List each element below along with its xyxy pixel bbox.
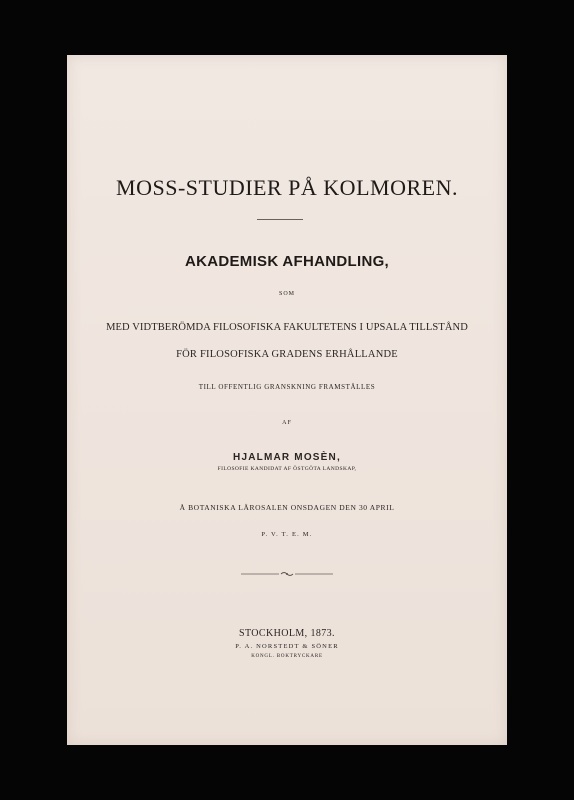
ornament-divider bbox=[239, 570, 335, 578]
conjunction-som: SOM bbox=[278, 291, 295, 297]
permission-line: MED VIDTBERÖMDA FILOSOFISKA FAKULTETENS I UPSALA TILLSTÅND bbox=[106, 322, 468, 333]
conjunction-af: AF bbox=[282, 420, 292, 426]
author-name: HJALMAR MOSÈN, bbox=[233, 452, 341, 463]
author-description: FILOSOFIE KANDIDAT AF ÖSTGÖTA LANDSKAP, bbox=[217, 466, 357, 472]
venue-line: Å BOTANISKA LÄROSALEN ONSDAGEN DEN 30 APRIL bbox=[179, 503, 395, 512]
imprint-place: STOCKHOLM, 1873. bbox=[239, 628, 335, 639]
examination-line: TILL OFFENTLIG GRANSKNING FRAMSTÄLLES bbox=[198, 383, 376, 391]
document-page bbox=[67, 55, 507, 745]
degree-line: FÖR FILOSOFISKA GRADENS ERHÅLLANDE bbox=[176, 349, 398, 360]
document-subtitle: AKADEMISK AFHANDLING, bbox=[184, 253, 390, 270]
document-title: MOSS-STUDIER PÅ KOLMOREN. bbox=[116, 175, 458, 200]
pvtem-line: P. V. T. E. M. bbox=[261, 531, 313, 538]
printer-name: P. A. NORSTEDT & SÖNER bbox=[235, 643, 339, 650]
printer-role: KONGL. BOKTRYCKARE bbox=[251, 654, 323, 659]
title-rule bbox=[257, 219, 303, 220]
